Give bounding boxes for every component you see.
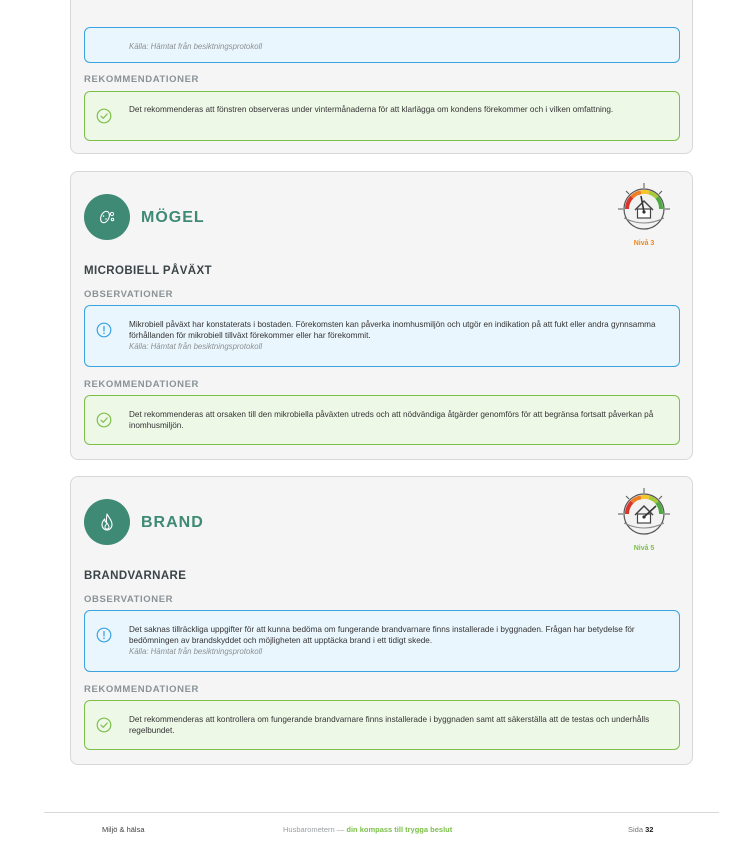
info-circle-icon [96,627,112,643]
observations-label: OBSERVATIONER [84,594,174,605]
footer-section-name: Miljö & hälsa [102,825,145,834]
category-card-brand [70,476,693,765]
observation-source: Källa: Hämtat från besiktningsprotokoll [129,647,263,656]
recommendation-text: Det rekommenderas att kontrollera om fungerande brandvarnare finns installerade i byggnaden samt att säkerställa att de testas och underhålls regelbundet. [129,715,650,735]
check-circle-icon [96,108,112,124]
page-number-value: 32 [645,825,654,834]
top-category-card [70,0,693,154]
recommendations-label: REKOMMENDATIONER [84,684,199,695]
recommendation-box [84,700,680,750]
risk-gauge-icon [617,487,671,541]
flame-icon [97,512,117,532]
recommendation-box [84,91,680,141]
info-circle-icon [96,322,112,338]
footer-brand: Husbarometern [283,825,335,834]
page-number [628,825,653,834]
observation-box [84,610,680,672]
mold-icon [97,207,117,227]
footer-separator: — [334,825,347,834]
check-circle-icon [96,412,112,428]
category-title: BRAND [141,514,204,531]
footer-slogan: din kompass till trygga beslut [346,825,453,834]
footer-tagline [283,825,452,834]
observation-box [84,27,680,63]
check-circle-icon [96,717,112,733]
observation-text: Mikrobiell påväxt har konstaterats i bostaden. Förekomsten kan påverka inomhusmiljön och utgör en indikation på att fukt eller andra gynnsamma förhållanden för mikrobiell tillväxt förekommer eller har förekommit. [129,320,656,340]
subsection-title: MICROBIELL PÅVÄXT [84,265,212,277]
observation-source: Källa: Hämtat från besiktningsprotokoll [129,342,263,351]
risk-gauge-icon [617,182,671,236]
category-title: MÖGEL [141,209,205,226]
footer-divider [44,812,719,813]
category-card-mogel [70,171,693,460]
category-badge [84,499,130,545]
recommendations-label: REKOMMENDATIONER [84,74,199,85]
subsection-title: BRANDVARNARE [84,570,187,582]
observations-label: OBSERVATIONER [84,289,174,300]
recommendation-box [84,395,680,445]
recommendations-label: REKOMMENDATIONER [84,379,199,390]
category-badge [84,194,130,240]
observation-box [84,305,680,367]
observation-text: Det saknas tillräckliga uppgifter för att kunna bedöma om fungerande brandvarnare finns installerade i byggnaden. Frågan har betydelse för bedömningen av brandskyddet och möjligheten att upptäcka brand i ett tidigt skede. [129,625,635,645]
recommendation-text: Det rekommenderas att orsaken till den mikrobiella påväxten utreds och att nödvändiga åtgärder genomförs för att begränsa fortsatt påverkan på inomhusmiljön. [129,410,654,430]
recommendation-text: Det rekommenderas att fönstren observeras under vintermånaderna för att klarlägga om kondens förekommer och i vilken omfattning. [129,105,614,114]
risk-level-label: Nivå 5 [633,545,655,552]
risk-level-label: Nivå 3 [633,240,655,247]
observation-source: Källa: Hämtat från besiktningsprotokoll [129,42,263,51]
page-prefix: Sida [628,825,646,834]
